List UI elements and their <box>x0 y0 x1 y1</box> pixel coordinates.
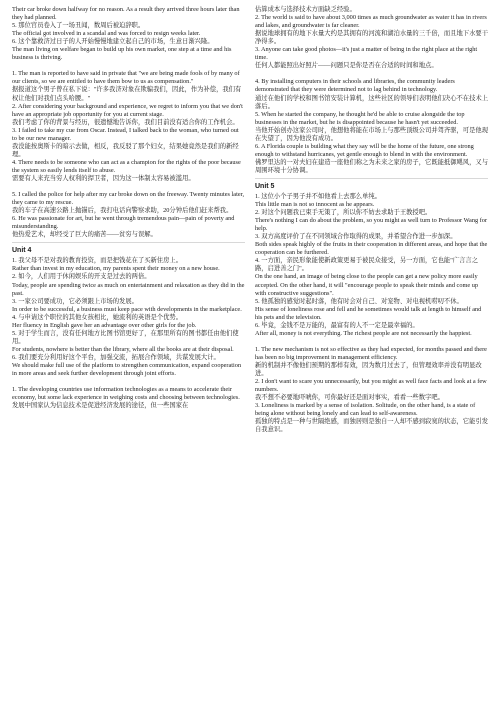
paragraph-line: 4. 与申请这个职位的其他女孩相比，她流利的英语是个优势。 <box>12 313 183 321</box>
paragraph-line: 5. I called the police for help after my car broke down on the freeway. Twenty minutes later, they came to my rescue. <box>12 191 246 207</box>
paragraph-line: 据说地球拥有的地下水量大约是其拥有的河流和湖泊水量的三千倍，而且地下水要干净得多。 <box>255 30 488 46</box>
paragraph-gap <box>12 62 245 70</box>
paragraph-gap <box>255 338 488 346</box>
paragraph-line: 2. The world is said to have about 3,000 times as much groundwater as water it has in rivers and lakes, and groundwater is far cleaner. <box>255 14 489 30</box>
paragraph-line: 6. A Florida couple is building what they say will be the home of the future, one strong enough to withstand hurricanes, yet gentle enough to blend in with the environment. <box>255 142 476 158</box>
paragraph-line: This little man is not so innocent as he appears. <box>255 201 375 209</box>
paragraph-line: 3. Loneliness is marked by a sense of isolation. Solitude, on the other hand, is a state of being alone without being lonely and can lead to self-awareness. <box>255 402 477 418</box>
paragraph-line: 发展中国家认为信息技术是促进经济发展的途径，但一些国家在 <box>12 402 189 410</box>
paragraph-gap <box>12 183 245 191</box>
paragraph-line: 孤独的特点是一种与世隔绝感，而独居则是独自一人却不感到寂寞的状态，它能引发自我意识。 <box>255 418 488 434</box>
right-column <box>255 6 488 707</box>
paragraph-line: 6. He was passionate for art, but he went through tremendous pain—pain of poverty and misunderstanding. <box>12 215 237 231</box>
paragraph-line: After all, money is not everything. The richest people are not necessarily the happiest. <box>255 329 472 337</box>
paragraph-line: 4. 一方面，亲民形象能使新政策更易于被民众接受，另一方面，它也能"广言言之路，启进善之门"。 <box>255 257 478 273</box>
paragraph-line: 估算成本与选择技术方面缺乏经验。 <box>255 6 356 13</box>
paragraph-line: His sense of loneliness rose and fell and he sometimes would talk at length to himself and his pets and the television. <box>255 305 483 321</box>
paragraph-line: 2. I don't want to scare you unnecessarily, but you might as well face facts and look at a few numbers. <box>255 378 489 394</box>
paragraph-line: 6. 毕竟，金钱不是万能的，最富有的人不一定是最幸福的。 <box>255 321 419 329</box>
paragraph-line: In order to be successful, a business must keep pace with developments in the marketplace. <box>12 305 242 313</box>
paragraph-line: 1. 我父母不是对我的教育投资，而是把钱花在了买新住房上。 <box>12 257 183 265</box>
paragraph-line: Both sides speak highly of the fruits in their cooperation in different areas, and hope that the cooperation can be furthered. <box>255 241 489 257</box>
paragraph-line: 5. 对于学生而言，没有任何地方比图书馆更好了，在那里所有的图书都任由他们使用。 <box>12 329 239 345</box>
paragraph-line: 2. 对这个问题我已束手无策了，所以你不妨去求助于王教授吧。 <box>255 209 432 217</box>
divider <box>12 242 245 243</box>
paragraph-line: 3. 双方高度评价了在不同领域合作取得的成果，并希望合作进一步加深。 <box>255 233 457 241</box>
paragraph-line: 2. After considering your background and experience, we regret to inform you that we don't have an appropriate job opportunity for you at current stage. <box>12 102 245 118</box>
paragraph-line: For students, nowhere is better than the library, where all the books are at their disposal. <box>12 345 234 353</box>
paragraph-line: 1. The new mechanism is not so effective as they had expected, for months passed and there has been no big improvement in management efficiency. <box>255 345 489 361</box>
paragraph-line: 1. The man is reported to have said in private that "we are being made fools of by many of our clients, so we are entitled to have them bow to us as compensation." <box>12 70 242 86</box>
paragraph-line: 3. I failed to take my cue from Oscar. Instead, I talked back to the woman, who turned out to be our new manager. <box>12 126 241 142</box>
paragraph-line: 我们考虑了你的背景与经历，很遗憾地告诉你，我们目前没有适合你的工作机会。 <box>12 118 239 126</box>
paragraph-line: 1. 这位小个子男子并不如他看上去那么单纯。 <box>255 192 381 200</box>
paragraph-line: 需要有人来充当穷人权利的捍卫者，因为这一体制太容易被滥用。 <box>12 174 195 182</box>
paragraph-line: 佛罗里达的一对夫妇在建造一座他们称之为未来之家的房子，它既能抵御飓风，又与周围环境十分协调。 <box>255 158 488 174</box>
paragraph-line: 我没能按奥斯卡的暗示去做，相反，我反驳了那个妇女，结果她竟然是我们的新经理。 <box>12 142 239 158</box>
paragraph-line: We should make full use of the platform to strengthen communication, expand cooperation in more areas and seek further development through joint efforts. <box>12 361 243 378</box>
paragraph-line: 他热爱艺术，却经受了巨大的痛苦——贫穷与误解。 <box>12 231 157 239</box>
left-column <box>12 6 245 707</box>
unit-5-text-block <box>255 193 488 434</box>
left-text-block <box>12 6 245 239</box>
paragraph-line: 3. 一家公司要成功，它必须跟上市场的发展。 <box>12 297 138 305</box>
unit-4-title: Unit 4 <box>12 247 32 255</box>
paragraph-line: 1. The developing countries use information technologies as a means to accelerate their economy, but some lack experience in weighing costs and choosing between technologies. <box>12 386 240 402</box>
right-text-block <box>255 6 488 175</box>
divider <box>255 178 488 179</box>
unit-5-title: Unit 5 <box>255 182 275 190</box>
paragraph-line: 任何人都能照出好照片——问题只是你是否在合适的时间和地点。 <box>255 62 438 70</box>
paragraph-line: 5. When he started the company, he thought he'd be able to cruise alongside the top businesses in the market, but he is disappointed because he hasn't yet succeeded. <box>255 110 467 126</box>
paragraph-line: 新的机制并不像他们预期的那样有效，因为数月过去了，但管理效率并没有明显改进。 <box>255 361 482 378</box>
paragraph-gap <box>255 70 488 78</box>
paragraph-line: 4. By installing computers in their schools and libraries, the community leaders demonstrated that they were determined not to lag behind in technology. <box>255 78 457 94</box>
paragraph-line: There's nothing I can do about the problem, so you might as well turn to Professor Wang for help. <box>255 217 489 233</box>
paragraph-line: Their car broke down halfway for no reason. As a result they arrived three hours later than they had planned. <box>12 6 242 22</box>
paragraph-line: 我不想不必要地吓唬你，可你最好还是面对事实，看看一些数字吧。 <box>255 394 444 402</box>
paragraph-line: Rather than invest in my education, my parents spent their money on a new house. <box>12 265 220 273</box>
paragraph-line: 我的车子在高速公路上抛锚后，我打电话向警察求助，20分钟后他们赶来帮我。 <box>12 207 233 215</box>
paragraph-line: 5. 那位官员卷入了一场丑闻，数周后被迫辞职。 <box>12 22 145 30</box>
paragraph-line: 据报道这个男子曾在私下说："许多我济对象在欺骗我们，因此，作为补偿，我们有权让他们对我们点头哈腰。" <box>12 86 242 102</box>
paragraph-line: The official got involved in a scandal and was forced to resign weeks later. <box>12 30 201 38</box>
paragraph-line: 6. 这个靠救济过日子的人开始慢慢地建立起自己的市场，生意日渐兴隆。 <box>12 38 214 46</box>
paragraph-line: Her fluency in English gave her an advantage over other girls for the job. <box>12 321 197 329</box>
paragraph-line: 通过在他们的学校和图书馆安装计算机，这些社区的领导们表明他们决心不在技术上落后。 <box>255 94 488 110</box>
paragraph-line: 4. There needs to be someone who can act as a champion for the rights of the poor because the system so easily lends itself to abuse. <box>12 158 243 174</box>
paragraph-line: The man living on welfare began to build up his own market, one step at a time and his business is thriving. <box>12 46 234 62</box>
paragraph-line: 2. 如今，人们用于休闲娱乐的开支是过去的两倍。 <box>12 273 151 281</box>
paragraph-line: 6. 我们要充分利用好这个平台，加强交流，拓展合作领域，共谋发展大计。 <box>12 353 220 361</box>
unit-4-text-block <box>12 257 245 410</box>
paragraph-line: 3. Anyone can take good photos—it's just a matter of being in the right place at the right time. <box>255 46 479 62</box>
paragraph-line: 5. 他孤独的感觉时起时落，他有时会对自己、对宠物、对电视机唠叨不休。 <box>255 297 463 305</box>
paragraph-line: Today, people are spending twice as much on entertainment and relaxation as they did in the past. <box>12 281 246 297</box>
paragraph-line: 当他开始创办这家公司时，他想他将能在市场上与那些顶级公司并驾齐驱，可是他现在失望了，因为他没有成功。 <box>255 126 488 142</box>
paragraph-line: On the one hand, an image of being close to the people can get a new policy more easily accepted. On the other hand, it will "encourage people to speak their minds and come up with constructive suggestions". <box>255 273 480 297</box>
paragraph-gap <box>12 378 245 386</box>
